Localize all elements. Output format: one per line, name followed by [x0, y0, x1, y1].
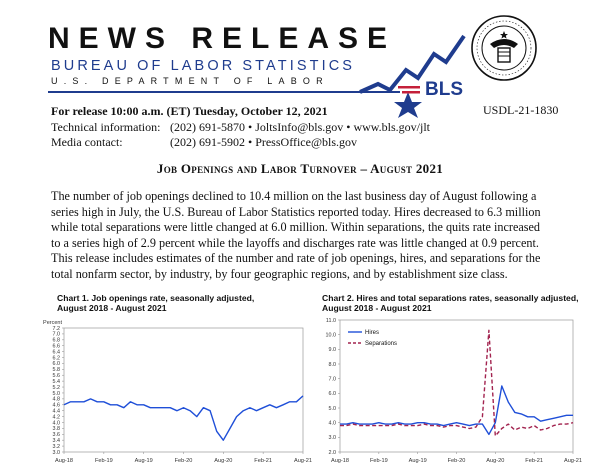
y-tick-label: 6.2: [52, 355, 60, 362]
header-rule: [48, 91, 400, 93]
chart1-title: Chart 1. Job openings rate, seasonally adjusted, August 2018 - August 2021: [57, 293, 255, 313]
y-tick-label: 3.0: [52, 449, 60, 456]
star-icon: [394, 92, 422, 118]
x-tick-label: Aug-19: [134, 458, 153, 464]
x-tick-label: Aug-19: [408, 458, 427, 464]
x-tick-label: Feb-21: [254, 458, 273, 464]
release-id: USDL-21-1830: [483, 103, 559, 117]
y-tick-label: 3.6: [52, 432, 60, 439]
y-tick-label: 6.8: [52, 337, 60, 344]
y-tick-label: 4.2: [52, 414, 60, 421]
y-tick-label: 6.0: [52, 361, 60, 368]
x-tick-label: Feb-20: [447, 458, 466, 464]
y-tick-label: 4.0: [328, 420, 336, 427]
y-tick-label: 4.8: [52, 396, 60, 403]
x-tick-label: Aug-18: [330, 458, 350, 464]
series-line-job-openings-rate: [64, 396, 303, 440]
chart1-job-openings-rate: [40, 316, 313, 466]
y-tick-label: 5.4: [52, 378, 60, 385]
media-contact: [51, 135, 357, 149]
y-tick-label: 3.2: [52, 443, 60, 450]
y-tick-label: 6.4: [52, 349, 60, 356]
release-time: For release 10:00 a.m. (ET) Tuesday, October 12, 2021: [51, 104, 328, 118]
news-release-title: NEWS RELEASE: [48, 22, 397, 55]
y-tick-label: 3.4: [52, 437, 60, 444]
y-tick-label: 5.0: [328, 405, 336, 412]
x-tick-label: Aug-21: [563, 458, 583, 464]
y-tick-label: 3.0: [328, 435, 336, 442]
y-tick-label: 7.0: [52, 331, 60, 338]
legend-label: Hires: [365, 330, 380, 336]
technical-info-value: (202) 691-5870 • JoltsInfo@bls.gov • www.bls.gov/jlt: [170, 120, 431, 134]
y-tick-label: 4.4: [52, 408, 60, 415]
media-contact-label: Media contact:: [51, 135, 123, 149]
x-tick-label: Aug-20: [214, 458, 233, 464]
y-tick-label: 7.2: [52, 325, 60, 332]
technical-info: [51, 120, 430, 134]
y-tick-label: 8.0: [328, 361, 336, 368]
series-line-hires: [340, 386, 573, 434]
x-tick-label: Aug-20: [486, 458, 505, 464]
y-tick-label: 11.0: [325, 317, 336, 324]
y-tick-label: 6.0: [328, 391, 336, 398]
y-tick-label: 5.0: [52, 390, 60, 397]
y-tick-label: 4.0: [52, 420, 60, 427]
x-tick-label: Feb-20: [174, 458, 193, 464]
x-tick-label: Aug-21: [293, 458, 313, 464]
bureau-name: BUREAU OF LABOR STATISTICS: [51, 58, 356, 74]
department-name: U.S. DEPARTMENT OF LABOR: [51, 76, 329, 86]
x-tick-label: Aug-18: [54, 458, 74, 464]
stripe-icon: [402, 91, 420, 94]
media-contact-value: (202) 691-5902 • PressOffice@bls.gov: [170, 135, 358, 149]
bls-logo-text: BLS: [425, 79, 463, 100]
y-tick-label: 6.6: [52, 343, 60, 350]
y-tick-label: 3.8: [52, 426, 60, 433]
chart2-title: Chart 2. Hires and total separations rates, seasonally adjusted, August 2018 - August 2021: [322, 293, 579, 313]
y-tick-label: 4.6: [52, 402, 60, 409]
x-tick-label: Feb-19: [369, 458, 388, 464]
release-headline: Job Openings and Labor Turnover – August 2021: [156, 161, 444, 176]
y-axis-label: Percent: [43, 320, 62, 326]
x-tick-label: Feb-21: [525, 458, 544, 464]
chart2-hires-separations-rates: [318, 316, 588, 466]
plot-frame: [64, 328, 303, 452]
y-tick-label: 9.0: [328, 347, 336, 354]
plot-frame: [340, 320, 573, 452]
y-tick-label: 5.8: [52, 367, 60, 374]
legend-label: Separations: [365, 341, 398, 347]
y-tick-label: 7.0: [328, 376, 336, 383]
summary-paragraph: The number of job openings declined to 10.4 million on the last business day of August following a series high in July, the U.S. Bureau of Labor Statistics reported today. Hires decreased to 6.3 million while total separations were little changed at 6.0 million. Within separations, the quits rate increased to a series high of 2.9 percent while the layoffs and discharges rate was little changed at 0.9 percent. This release includes estimates of the number and rate of job openings, hires, and separations for the total nonfarm sector, by industry, by four geographic regions, and by establishment size class.: [51, 189, 541, 281]
y-tick-label: 10.0: [325, 332, 336, 339]
department-of-labor-seal-icon: [470, 14, 538, 82]
y-tick-label: 2.0: [328, 449, 336, 456]
y-tick-label: 5.2: [52, 384, 60, 391]
y-tick-label: 5.6: [52, 373, 60, 380]
stripe-icon: [398, 86, 420, 89]
x-tick-label: Feb-19: [94, 458, 113, 464]
technical-info-label: Technical information:: [51, 120, 161, 134]
